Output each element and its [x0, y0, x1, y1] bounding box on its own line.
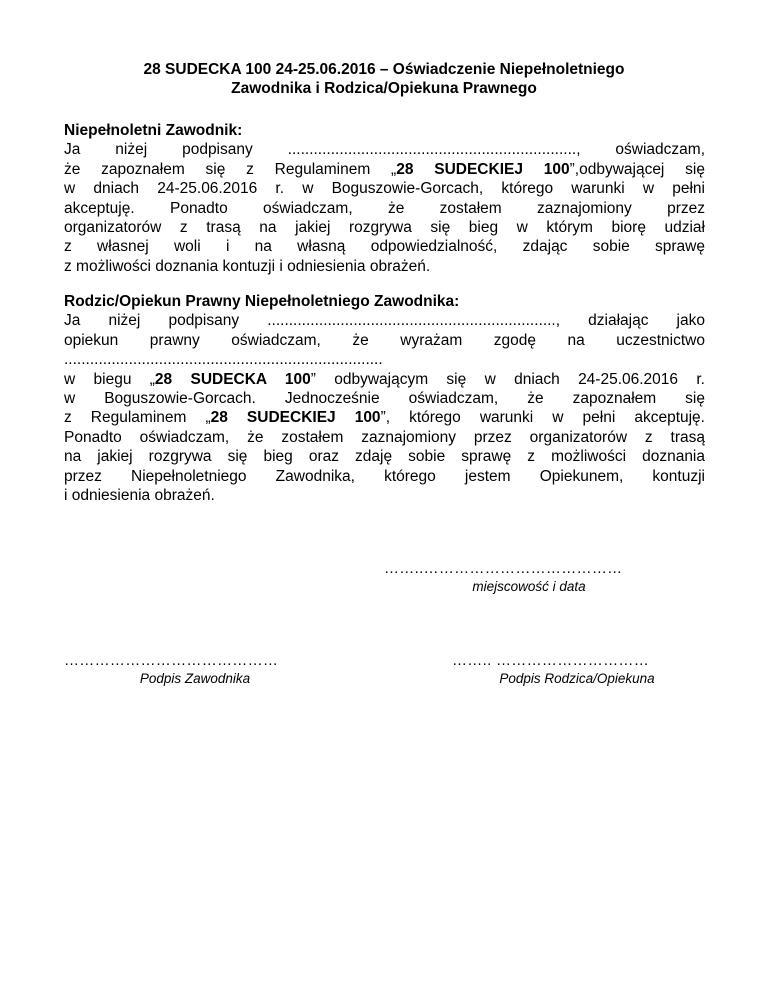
guardian-line-4 — [64, 370, 705, 389]
parent-signature-dots: …….. ………………………… — [452, 652, 650, 669]
event-name-bold: 28 SUDECKIEJ 100 — [396, 160, 570, 178]
guardian-line-5: w Boguszowie-Gorcach. Jednocześnie oświadczam, że zapoznałem się — [64, 390, 705, 408]
guardian-line-3: .......................................................................... — [64, 351, 383, 369]
minor-line-2c: ”,odbywającej się — [569, 160, 705, 178]
player-signature — [64, 652, 326, 686]
guardian-line-9: przez Niepełnoletniego Zawodnika, którego jestem Opiekunem, kontuzji — [64, 467, 705, 485]
guardian-line-2: opiekun prawny oświadczam, że wyrażam zgodę na uczestnictwo — [64, 331, 705, 349]
document-title — [64, 60, 704, 98]
minor-line-7: z możliwości doznania kontuzji i odniesienia obrażeń. — [64, 257, 431, 275]
parent-signature — [452, 652, 702, 686]
place-date-signature — [384, 560, 674, 594]
minor-line-5: organizatorów z trasą na jakiej rozgrywa się bieg w którym biorę udział — [64, 219, 705, 237]
guardian-line-4a: w biegu „ — [64, 370, 155, 388]
title-line-2: Zawodnika i Rodzica/Opiekuna Prawnego — [231, 80, 537, 97]
event-name-bold-2: 28 SUDECKA 100 — [154, 370, 311, 388]
guardian-section — [64, 292, 705, 505]
player-signature-dots: …………………………………… — [64, 652, 279, 669]
player-signature-label: Podpis Zawodnika — [139, 671, 251, 686]
guardian-line-7: Ponadto oświadczam, że zostałem zaznajomiony przez organizatorów z trasą — [64, 428, 705, 446]
guardian-line-10: i odniesienia obrażeń. — [64, 487, 215, 505]
minor-line-1: Ja niżej podpisany ..................................................................., oświadczam, — [64, 141, 705, 159]
place-date-label: miejscowość i data — [472, 579, 586, 594]
place-date-dots: ……..………………………………… — [384, 560, 623, 577]
minor-line-4: akceptuję. Ponadto oświadczam, że zostałem zaznajomiony przez — [64, 199, 705, 217]
guardian-heading: Rodzic/Opiekun Prawny Niepełnoletniego Zawodnika: — [64, 293, 460, 310]
parent-signature-label: Podpis Rodzica/Opiekuna — [499, 671, 655, 686]
title-line-1: 28 SUDECKA 100 24-25.06.2016 – Oświadczenie Niepełnoletniego — [143, 61, 625, 78]
minor-line-2a: że zapoznałem się z Regulaminem „ — [64, 160, 397, 178]
guardian-line-4c: ” odbywającym się w dniach 24-25.06.2016 r. — [310, 370, 705, 388]
guardian-line-6a: z Regulaminem „ — [64, 409, 211, 427]
event-name-bold-3: 28 SUDECKIEJ 100 — [210, 409, 381, 427]
guardian-line-6c: ”, którego warunki w pełni akceptuję. — [380, 409, 705, 427]
guardian-line-8: na jakiej rozgrywa się bieg oraz zdaję sobie sprawę z możliwości doznania — [64, 448, 705, 466]
guardian-line-6 — [64, 408, 705, 427]
minor-participant-heading: Niepełnoletni Zawodnik: — [64, 122, 243, 139]
guardian-line-1: Ja niżej podpisany ..................................................................., działając jako — [64, 312, 705, 330]
minor-participant-section — [64, 121, 705, 276]
minor-line-3: w dniach 24-25.06.2016 r. w Boguszowie-Gorcach, którego warunki w pełni — [64, 180, 705, 198]
minor-line-6: z własnej woli i na własną odpowiedzialność, zdając sobie sprawę — [64, 238, 705, 256]
minor-line-2 — [64, 160, 705, 179]
